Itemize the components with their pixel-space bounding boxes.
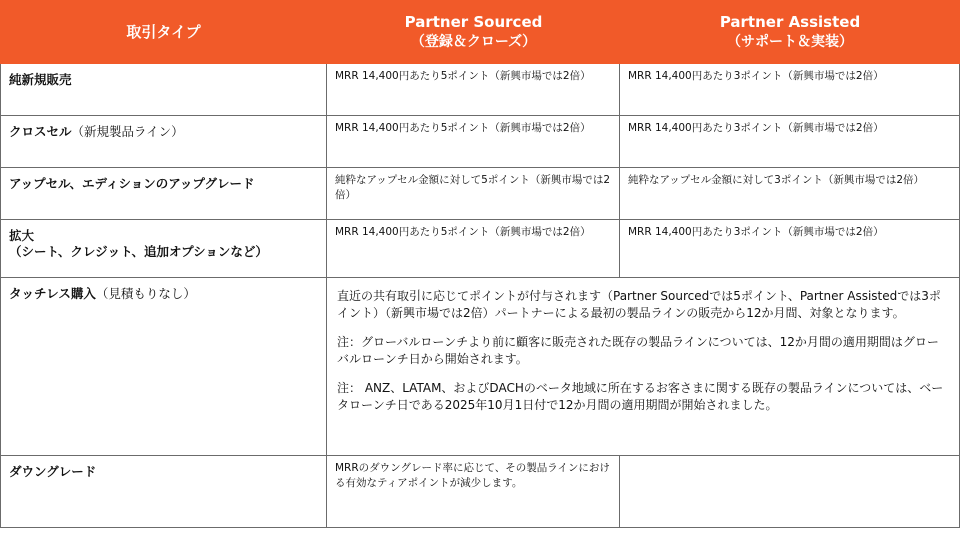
row-title: 拡大 [9, 228, 35, 243]
header-partner-sourced [327, 0, 620, 64]
row-label-net-new [0, 64, 327, 116]
cell-downgrade-assisted [620, 456, 960, 528]
header-deal-type [0, 0, 327, 64]
row-title: タッチレス購入 [9, 286, 96, 301]
row-note: （シート、クレジット、追加オプションなど） [9, 244, 268, 259]
cell-touchless-merged [327, 278, 960, 456]
cell-expansion-sourced: MRR 14,400円あたり5ポイント（新興市場では2倍） [327, 220, 620, 278]
row-note: （新規製品ライン） [71, 124, 184, 139]
row-label-cross-sell [0, 116, 327, 168]
header-deal-type-label: 取引タイプ [126, 23, 201, 41]
row-label-downgrade [0, 456, 327, 528]
row-label-touchless [0, 278, 327, 456]
cell-cross-sell-assisted: MRR 14,400円あたり3ポイント（新興市場では2倍） [620, 116, 960, 168]
touchless-paragraph-3: 注： ANZ、LATAM、およびDACHのベータ地域に所在するお客さまに関する既存の製品ラインについては、ベータローンチ日である2025年10月1日付で12か月間の適用期間が開始されました。 [337, 381, 944, 412]
row-label-expansion [0, 220, 327, 278]
cell-downgrade-sourced: MRRのダウングレード率に応じて、その製品ラインにおける有効なティアポイントが減少します。 [327, 456, 620, 528]
touchless-paragraph-2: 注：グローバルローンチより前に顧客に販売された既存の製品ラインについては、12か月間の適用期間はグローバルローンチ日から開始されます。 [337, 335, 939, 366]
header-partner-assisted [620, 0, 960, 64]
cell-net-new-sourced: MRR 14,400円あたり5ポイント（新興市場では2倍） [327, 64, 620, 116]
cell-upsell-sourced: 純粋なアップセル金額に対して5ポイント（新興市場では2倍） [327, 168, 620, 220]
touchless-paragraph-1: 直近の共有取引に応じてポイントが付与されます（Partner Sourcedでは5ポイント、Partner Assistedでは3ポイント）（新興市場では2倍）パートナーによる最初の製品ラインの販売から12か月間、対象となります。 [337, 289, 941, 320]
cell-upsell-assisted: 純粋なアップセル金額に対して3ポイント（新興市場では2倍） [620, 168, 960, 220]
row-title: 純新規販売 [9, 72, 72, 87]
header-partner-sourced-title: Partner Sourced [404, 13, 543, 31]
cell-net-new-assisted: MRR 14,400円あたり3ポイント（新興市場では2倍） [620, 64, 960, 116]
header-partner-assisted-title: Partner Assisted [719, 13, 861, 31]
row-title: ダウングレード [9, 464, 97, 479]
header-partner-sourced-sub: （登録＆クローズ） [410, 34, 537, 50]
cell-cross-sell-sourced: MRR 14,400円あたり5ポイント（新興市場では2倍） [327, 116, 620, 168]
cell-expansion-assisted: MRR 14,400円あたり3ポイント（新興市場では2倍） [620, 220, 960, 278]
row-title: クロスセル [9, 124, 72, 139]
row-label-upsell [0, 168, 327, 220]
row-note: （見積もりなし） [95, 286, 196, 301]
header-partner-assisted-sub: （サポート＆実装） [727, 34, 853, 50]
row-title: アップセル、エディションのアップグレード [9, 176, 255, 191]
